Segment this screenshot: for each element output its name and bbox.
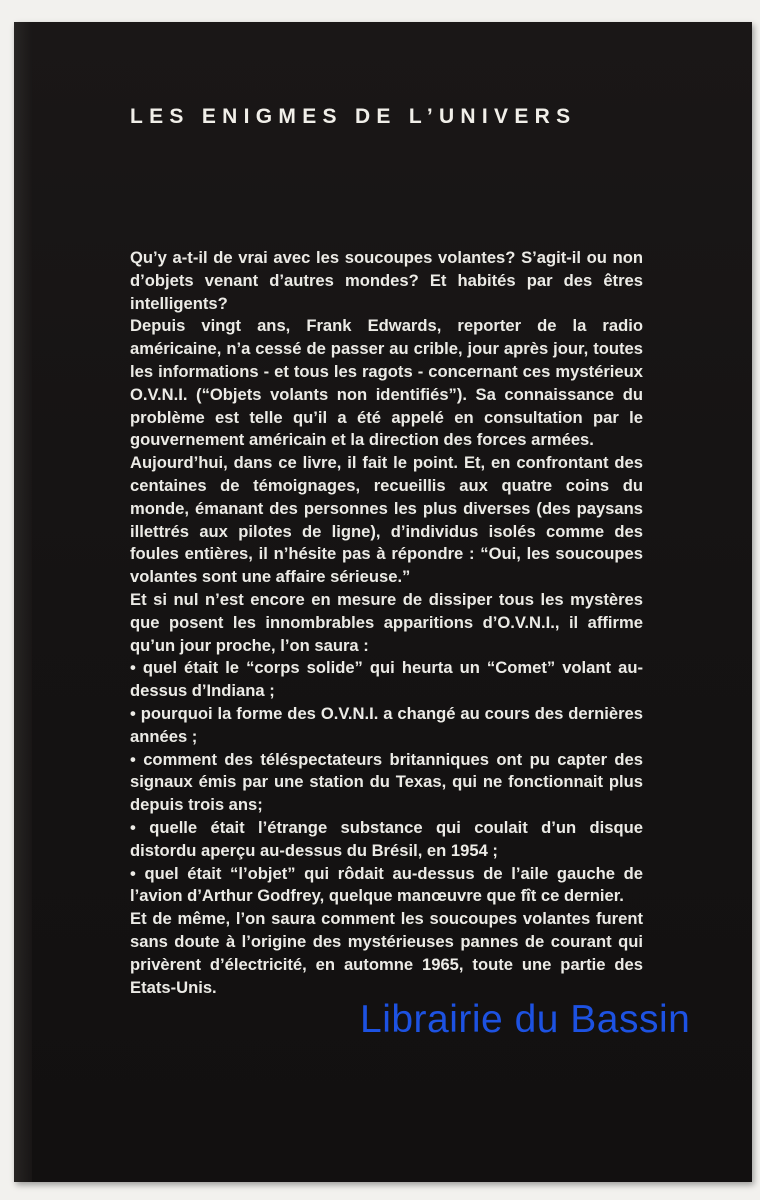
blurb-bullet: • pourquoi la forme des O.V.N.I. a changé au cours des dernières années ;	[130, 703, 643, 749]
blurb-closing: Et de même, l’on saura comment les soucoupes volantes furent sans doute à l’origine des mystérieuses pannes de courant qui privèrent d’électricité, en automne 1965, toute une partie des Etats-Unis.	[130, 909, 643, 997]
blurb-paragraph: Aujourd’hui, dans ce livre, il fait le point. Et, en confrontant des centaines de témoignages, recueillis aux quatre coins du monde, émanant des personnes les plus diverses (des paysans illettrés aux pilotes de ligne), d’individus isolés comme des foules entières, il n’hésite pas à répondre : “Oui, les soucoupes volantes sont une affaire sérieuse.”	[130, 453, 643, 587]
cover-edge-shadow	[14, 22, 32, 1182]
blurb-paragraph: Et si nul n’est encore en mesure de dissiper tous les mystères que posent les innombrables apparitions d’O.V.N.I., il affirme qu’un jour proche, l’on saura :	[130, 589, 643, 655]
blurb-bullet: • quelle était l’étrange substance qui coulait d’un disque distordu aperçu au-dessus du Brésil, en 1954 ;	[130, 817, 643, 863]
blurb-paragraph: Qu’y a-t-il de vrai avec les soucoupes volantes? S’agit-il ou non d’objets venant d’autres mondes? Et habités par des êtres intelligents?	[130, 248, 643, 313]
blurb-bullet: • comment des téléspectateurs britanniques ont pu capter des signaux émis par une station du Texas, qui ne fonctionnait plus depuis trois ans;	[130, 749, 643, 817]
series-title: LES ENIGMES DE L’UNIVERS	[130, 105, 577, 128]
blurb-bullet: • quel était le “corps solide” qui heurta un “Comet” volant au-dessus d’Indiana ;	[130, 657, 643, 703]
seller-watermark: Librairie du Bassin	[360, 998, 691, 1041]
blurb-text	[130, 247, 643, 999]
blurb-bullet: • quel était “l’objet” qui rôdait au-dessus de l’aile gauche de l’avion d’Arthur Godfrey, quelque manœuvre que fît ce dernier.	[130, 863, 643, 909]
blurb-paragraph: Depuis vingt ans, Frank Edwards, reporter de la radio américaine, n’a cessé de passer au crible, jour après jour, toutes les informations - et tous les ragots - concernant ces mystérieux O.V.N.I. (“Objets volants non identifiés”). Sa connaissance du problème est telle qu’il a été appelé en consultation par le gouvernement américain et la direction des forces armées.	[130, 316, 643, 450]
